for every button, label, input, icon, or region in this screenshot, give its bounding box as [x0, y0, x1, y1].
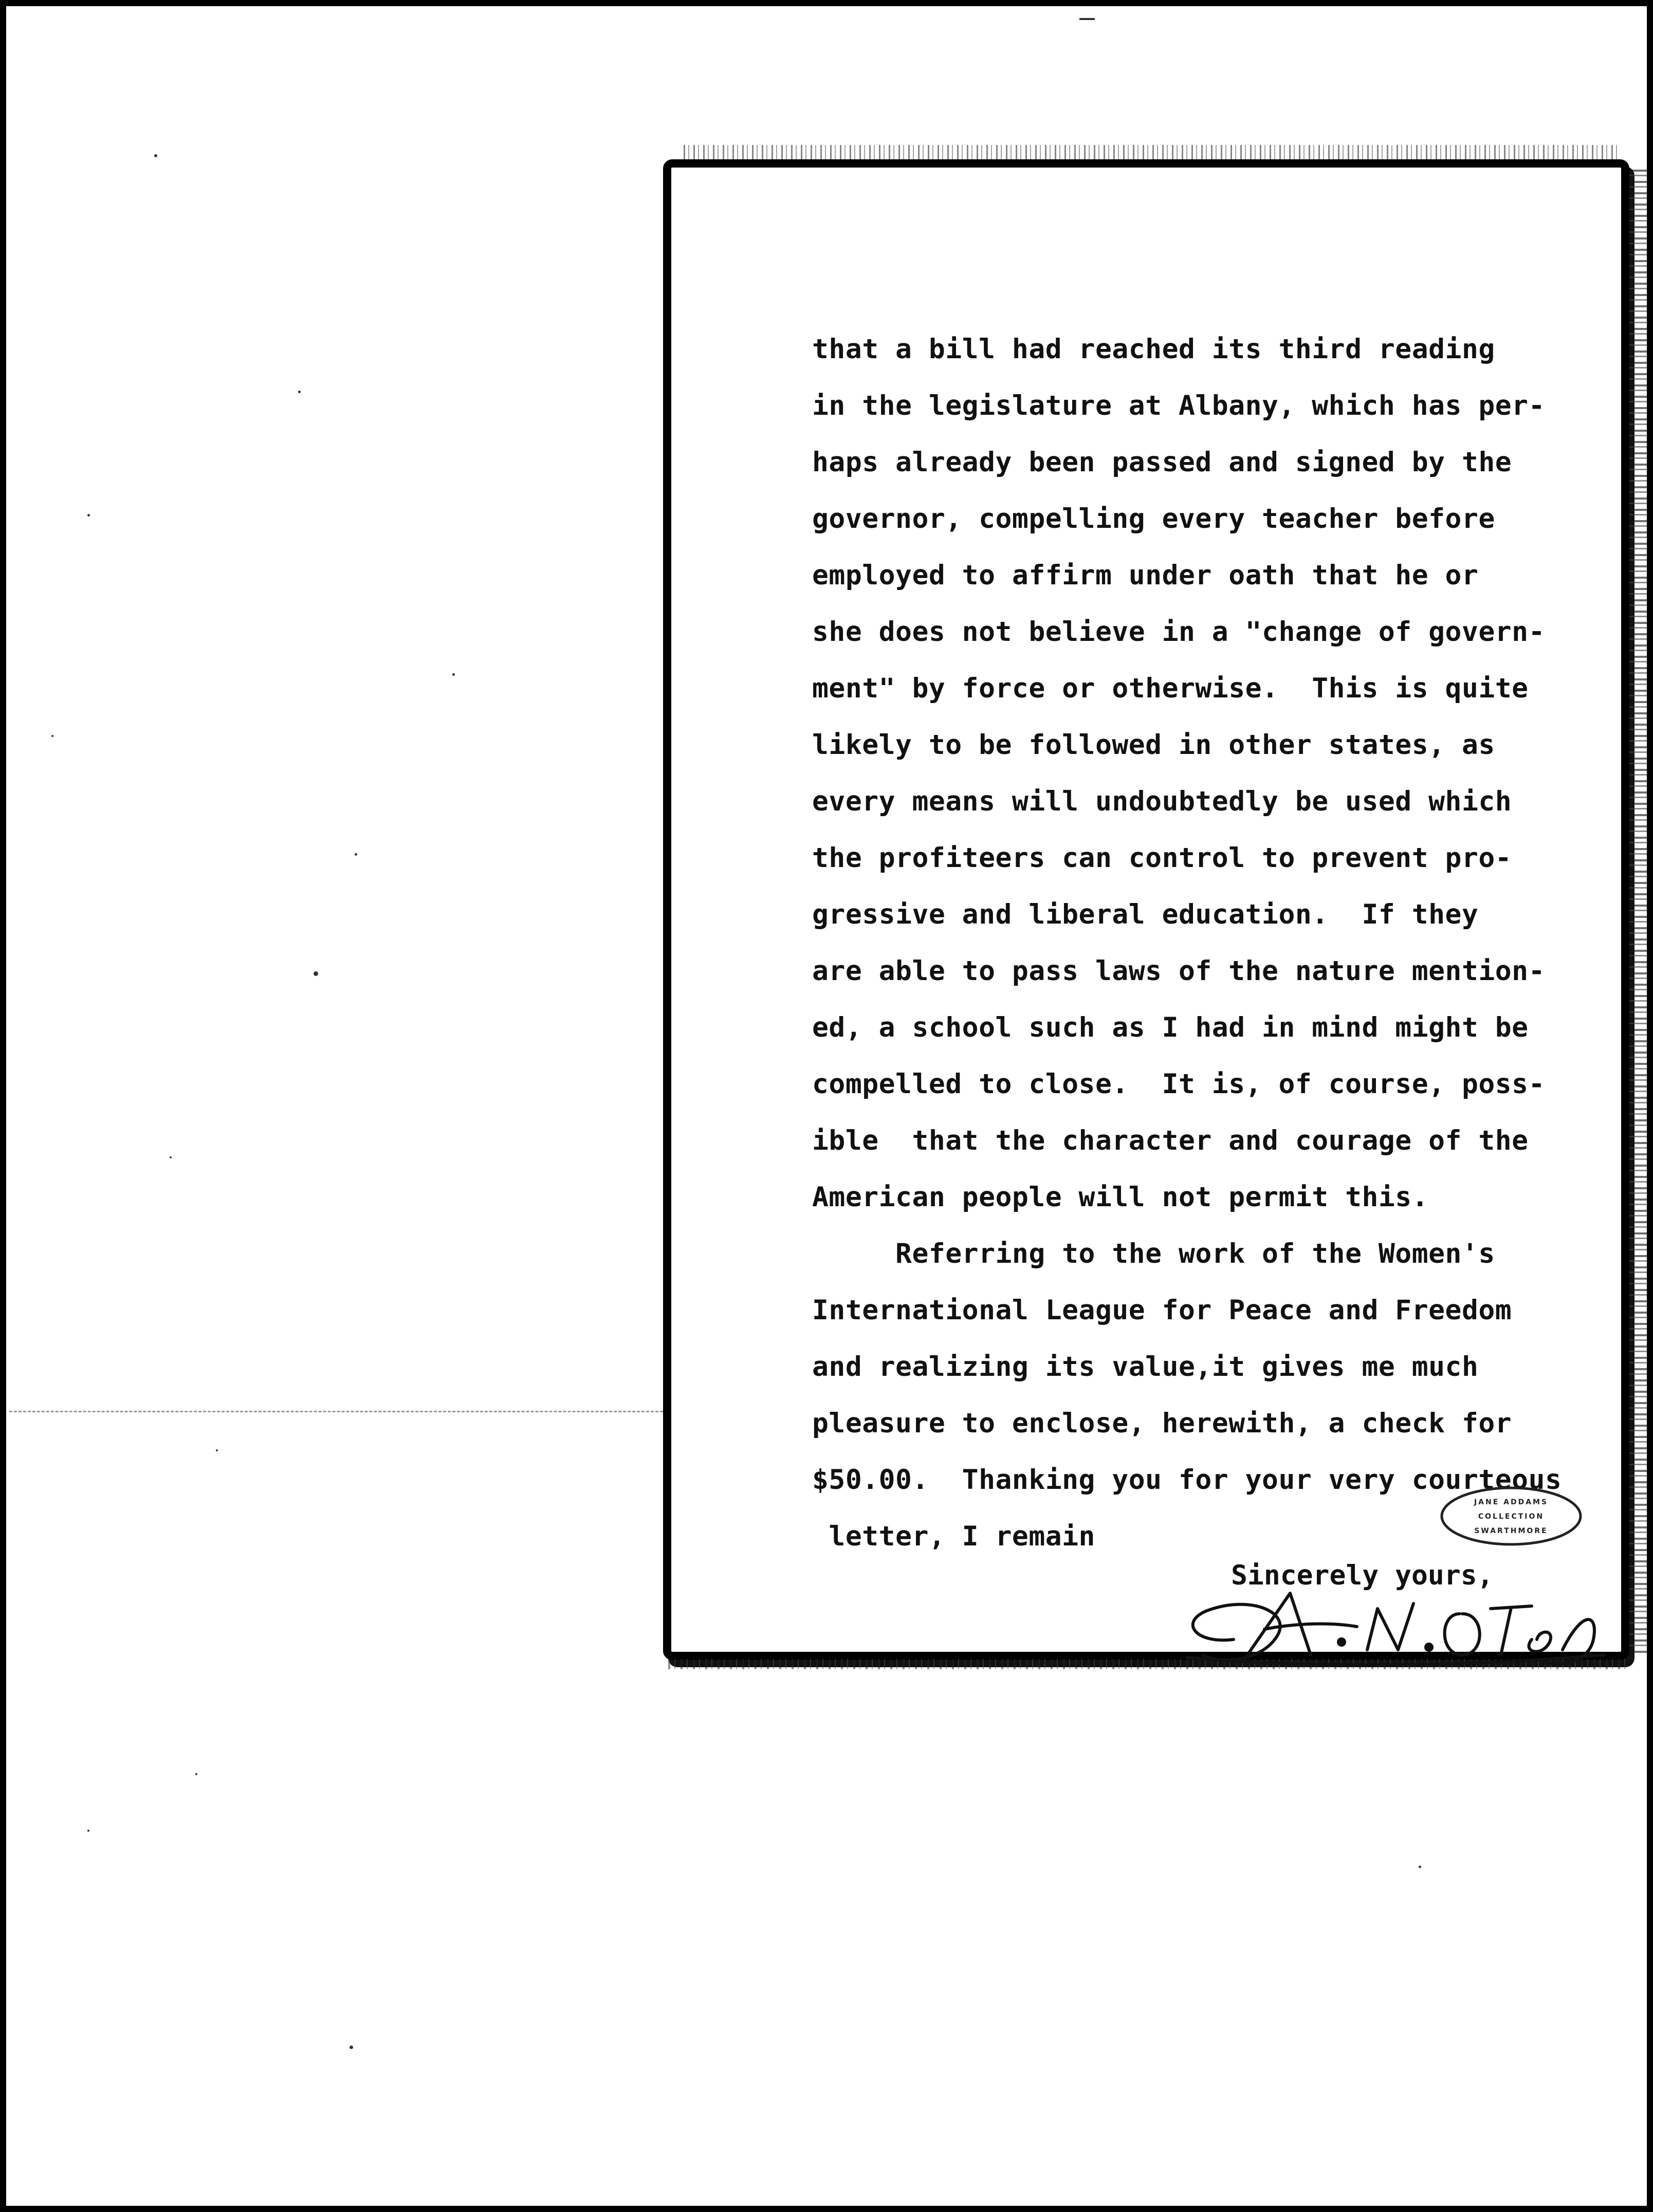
- letter-line: haps already been passed and signed by the: [812, 447, 1512, 478]
- letter-line: compelled to close. It is, of course, poss-: [812, 1068, 1545, 1100]
- closing-salutation: Sincerely yours,: [1231, 1560, 1494, 1591]
- letter-line: ment" by force or otherwise. This is quite: [812, 673, 1529, 704]
- letter-line: ible that the character and courage of the: [812, 1125, 1529, 1156]
- letter-line: in the legislature at Albany, which has per-: [812, 390, 1545, 421]
- letter-line: gressive and liberal education. If they: [812, 899, 1479, 930]
- archive-stamp: [1434, 1483, 1588, 1550]
- letter-line: the profiteers can control to prevent pro-: [812, 842, 1512, 874]
- letter-line: ed, a school such as I had in mind might be: [812, 1012, 1529, 1043]
- letter-line: pleasure to enclose, herewith, a check for: [812, 1408, 1512, 1439]
- letter-line: that a bill had reached its third reading: [812, 334, 1495, 365]
- stamp-line: COLLECTION: [1478, 1513, 1545, 1521]
- handwritten-signature: [1172, 1578, 1609, 1675]
- scan-noise-top: [684, 145, 1619, 160]
- letter-line: American people will not permit this.: [812, 1182, 1429, 1213]
- letter-line: International League for Peace and Freedom: [812, 1295, 1512, 1326]
- stamp-line: JANE ADDAMS: [1474, 1498, 1549, 1506]
- fold-line: [9, 1411, 672, 1412]
- letter-line: are able to pass laws of the nature mention-: [812, 955, 1545, 987]
- letter-line: $50.00. Thanking you for your very courteous: [812, 1464, 1562, 1496]
- letter-line: employed to affirm under oath that he or: [812, 560, 1479, 591]
- letter-line: likely to be followed in other states, as: [812, 729, 1495, 761]
- letter-line: governor, compelling every teacher before: [812, 503, 1495, 534]
- stamp-line: SWARTHMORE: [1474, 1527, 1548, 1535]
- letter-line: every means will undoubtedly be used which: [812, 786, 1512, 817]
- letter-body: [812, 321, 1583, 1565]
- letter-line: and realizing its value,it gives me much: [812, 1351, 1479, 1382]
- letter-line: Referring to the work of the Women's: [812, 1238, 1495, 1269]
- scan-noise-right: [1629, 170, 1647, 1655]
- letter-line: she does not believe in a "change of govern-: [812, 616, 1545, 648]
- letter-line: letter, I remain: [812, 1521, 1095, 1552]
